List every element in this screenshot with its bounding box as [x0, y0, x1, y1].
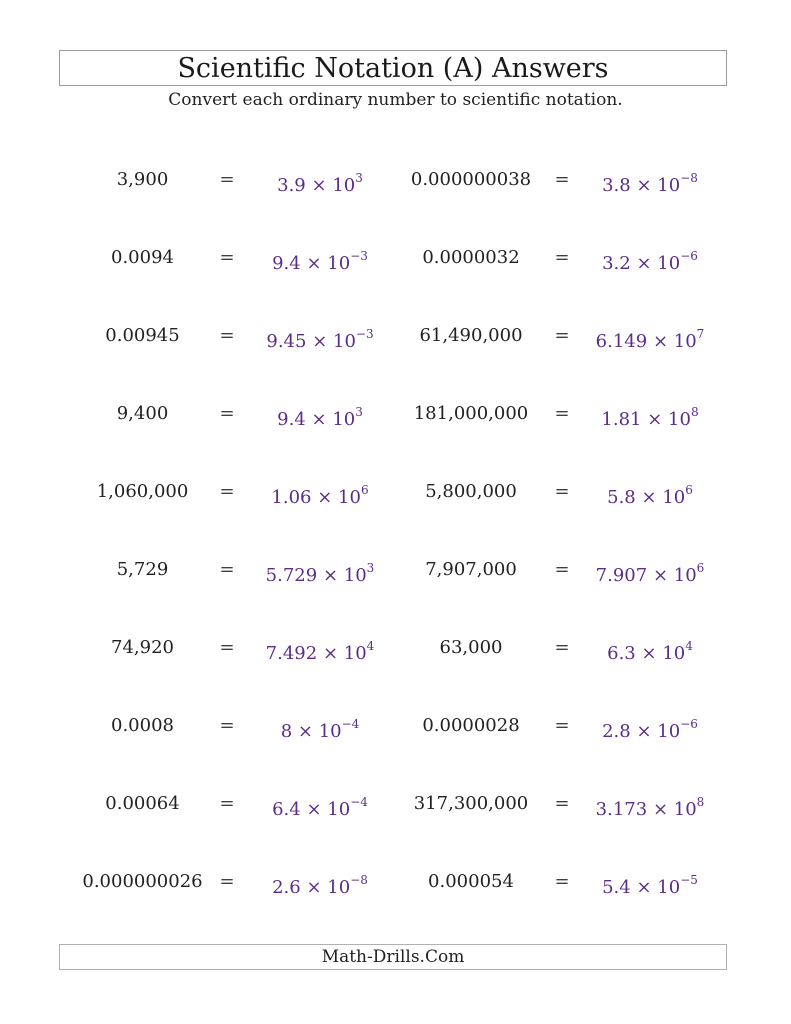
- times-sign: ×: [306, 877, 322, 898]
- answer-coefficient: 2.8: [602, 721, 631, 742]
- answer-scientific: [235, 160, 405, 206]
- answer-scientific: [235, 394, 405, 440]
- equals-sign: =: [554, 169, 570, 190]
- problem-row: [0, 238, 791, 316]
- answer-scientific: [565, 706, 735, 752]
- answer-coefficient: 2.6: [272, 877, 301, 898]
- answer-scientific: [565, 160, 735, 206]
- problem-row: [0, 550, 791, 628]
- answer-coefficient: 3.173: [595, 799, 648, 820]
- problem-row: [0, 706, 791, 784]
- answer-exponent: 3: [355, 171, 363, 185]
- answer-exponent: −4: [350, 795, 368, 809]
- answer-scientific: [235, 238, 405, 284]
- answer-coefficient: 5.4: [602, 877, 631, 898]
- answer-coefficient: 7.907: [595, 565, 648, 586]
- answer-base: 10: [662, 487, 686, 508]
- answer-base: 10: [662, 643, 686, 664]
- answer-exponent: 8: [696, 795, 705, 809]
- answer-exponent: 6: [696, 561, 705, 575]
- answer-scientific: [565, 784, 735, 830]
- times-sign: ×: [652, 331, 669, 352]
- question-number: 1,060,000: [96, 481, 189, 502]
- answer-exponent: −3: [355, 327, 374, 341]
- question-number: 3,900: [116, 169, 169, 190]
- problem-row: [0, 160, 791, 238]
- question-number: 0.0000028: [422, 715, 520, 736]
- answer-exponent: −6: [680, 249, 698, 263]
- equals-sign: =: [219, 247, 235, 268]
- equals-sign: =: [554, 871, 570, 892]
- times-sign: ×: [636, 721, 652, 742]
- answer-scientific: [565, 862, 735, 908]
- times-sign: ×: [306, 799, 322, 820]
- times-sign: ×: [636, 175, 652, 196]
- answer-coefficient: 5.8: [607, 487, 636, 508]
- answer-scientific: [235, 862, 405, 908]
- answer-scientific: [565, 238, 735, 284]
- instruction-text: Convert each ordinary number to scientific notation.: [168, 90, 623, 110]
- question-number: 9,400: [116, 403, 169, 424]
- equals-sign: =: [219, 715, 235, 736]
- equals-sign: =: [554, 247, 570, 268]
- title-box: [59, 50, 727, 86]
- answer-scientific: [565, 550, 735, 596]
- answer-exponent: 4: [366, 639, 375, 653]
- answer-base: 10: [657, 877, 681, 898]
- times-sign: ×: [641, 487, 657, 508]
- answer-base: 10: [673, 565, 697, 586]
- question-number: 0.000000026: [82, 871, 203, 892]
- answer-base: 10: [332, 175, 356, 196]
- answer-exponent: −8: [350, 873, 368, 887]
- answer-coefficient: 6.4: [272, 799, 301, 820]
- times-sign: ×: [312, 331, 328, 352]
- question-number: 63,000: [439, 637, 503, 658]
- times-sign: ×: [636, 877, 652, 898]
- answer-coefficient: 6.149: [595, 331, 648, 352]
- equals-sign: =: [554, 637, 570, 658]
- question-number: 181,000,000: [413, 403, 529, 424]
- answer-scientific: [565, 628, 735, 674]
- answer-base: 10: [343, 643, 367, 664]
- problem-row: [0, 862, 791, 940]
- answer-scientific: [235, 784, 405, 830]
- times-sign: ×: [297, 721, 313, 742]
- answer-exponent: 4: [685, 639, 693, 653]
- answer-scientific: [565, 394, 735, 440]
- answer-base: 10: [343, 565, 367, 586]
- answer-base: 10: [657, 175, 681, 196]
- question-number: 74,920: [111, 637, 174, 658]
- equals-sign: =: [554, 481, 570, 502]
- answer-base: 10: [332, 409, 356, 430]
- answer-exponent: 6: [360, 483, 369, 497]
- times-sign: ×: [636, 253, 652, 274]
- footer-site: Math-Drills.Com: [321, 947, 465, 967]
- answer-base: 10: [673, 799, 697, 820]
- answer-coefficient: 3.8: [602, 175, 631, 196]
- answer-base: 10: [657, 721, 681, 742]
- times-sign: ×: [652, 565, 669, 586]
- times-sign: ×: [311, 175, 327, 196]
- equals-sign: =: [219, 403, 235, 424]
- page-title: Scientific Notation (A) Answers: [177, 53, 609, 84]
- equals-sign: =: [554, 715, 570, 736]
- answer-base: 10: [327, 799, 351, 820]
- answer-exponent: 6: [685, 483, 693, 497]
- question-number: 0.0094: [111, 247, 174, 268]
- question-number: 0.000000038: [410, 169, 532, 190]
- answer-coefficient: 1.06: [271, 487, 312, 508]
- times-sign: ×: [317, 487, 333, 508]
- problem-row: [0, 394, 791, 472]
- equals-sign: =: [554, 793, 570, 814]
- answer-coefficient: 7.492: [265, 643, 318, 664]
- answer-base: 10: [327, 877, 351, 898]
- question-number: 7,907,000: [425, 559, 517, 580]
- answer-coefficient: 9.4: [277, 409, 306, 430]
- answer-scientific: [565, 472, 735, 518]
- answer-exponent: 3: [355, 405, 363, 419]
- equals-sign: =: [219, 793, 235, 814]
- problem-row: [0, 316, 791, 394]
- answer-coefficient: 3.9: [277, 175, 306, 196]
- question-number: 5,800,000: [425, 481, 517, 502]
- equals-sign: =: [219, 169, 235, 190]
- equals-sign: =: [554, 403, 570, 424]
- question-number: 5,729: [116, 559, 169, 580]
- question-number: 0.00945: [105, 325, 180, 346]
- answer-scientific: [235, 316, 405, 362]
- answer-coefficient: 9.45: [266, 331, 307, 352]
- answer-base: 10: [668, 409, 691, 430]
- answer-coefficient: 8: [280, 721, 293, 742]
- problem-row: [0, 472, 791, 550]
- times-sign: ×: [306, 253, 322, 274]
- answer-base: 10: [327, 253, 351, 274]
- answer-scientific: [235, 706, 405, 752]
- answer-coefficient: 1.81: [601, 409, 642, 430]
- question-number: 0.0008: [111, 715, 174, 736]
- answer-coefficient: 3.2: [602, 253, 631, 274]
- question-number: 0.00064: [105, 793, 180, 814]
- equals-sign: =: [554, 559, 570, 580]
- answer-exponent: −4: [341, 717, 360, 731]
- answer-scientific: [235, 550, 405, 596]
- answer-exponent: −3: [350, 249, 368, 263]
- answer-scientific: [235, 628, 405, 674]
- answer-exponent: 8: [690, 405, 699, 419]
- question-number: 0.000054: [428, 871, 514, 892]
- equals-sign: =: [219, 559, 235, 580]
- problem-row: [0, 784, 791, 862]
- footer-box: [59, 944, 727, 970]
- times-sign: ×: [647, 409, 663, 430]
- question-number: 61,490,000: [419, 325, 523, 346]
- answer-base: 10: [657, 253, 681, 274]
- question-number: 0.0000032: [422, 247, 520, 268]
- equals-sign: =: [554, 325, 570, 346]
- answer-base: 10: [673, 331, 697, 352]
- answer-coefficient: 5.729: [265, 565, 318, 586]
- times-sign: ×: [641, 643, 657, 664]
- problem-row: [0, 628, 791, 706]
- times-sign: ×: [652, 799, 669, 820]
- answer-scientific: [235, 472, 405, 518]
- answer-exponent: −5: [680, 873, 698, 887]
- answer-exponent: −8: [680, 171, 698, 185]
- equals-sign: =: [219, 325, 235, 346]
- answer-scientific: [565, 316, 735, 362]
- equals-sign: =: [219, 481, 235, 502]
- times-sign: ×: [322, 643, 339, 664]
- question-number: 317,300,000: [413, 793, 529, 814]
- equals-sign: =: [219, 637, 235, 658]
- answer-base: 10: [333, 331, 356, 352]
- answer-base: 10: [318, 721, 342, 742]
- answer-exponent: 3: [366, 561, 375, 575]
- times-sign: ×: [322, 565, 339, 586]
- times-sign: ×: [311, 409, 327, 430]
- answer-coefficient: 6.3: [607, 643, 636, 664]
- answer-base: 10: [338, 487, 361, 508]
- equals-sign: =: [219, 871, 235, 892]
- answer-exponent: −6: [680, 717, 698, 731]
- answer-exponent: 7: [696, 327, 705, 341]
- answer-coefficient: 9.4: [272, 253, 301, 274]
- problem-list: [0, 160, 791, 940]
